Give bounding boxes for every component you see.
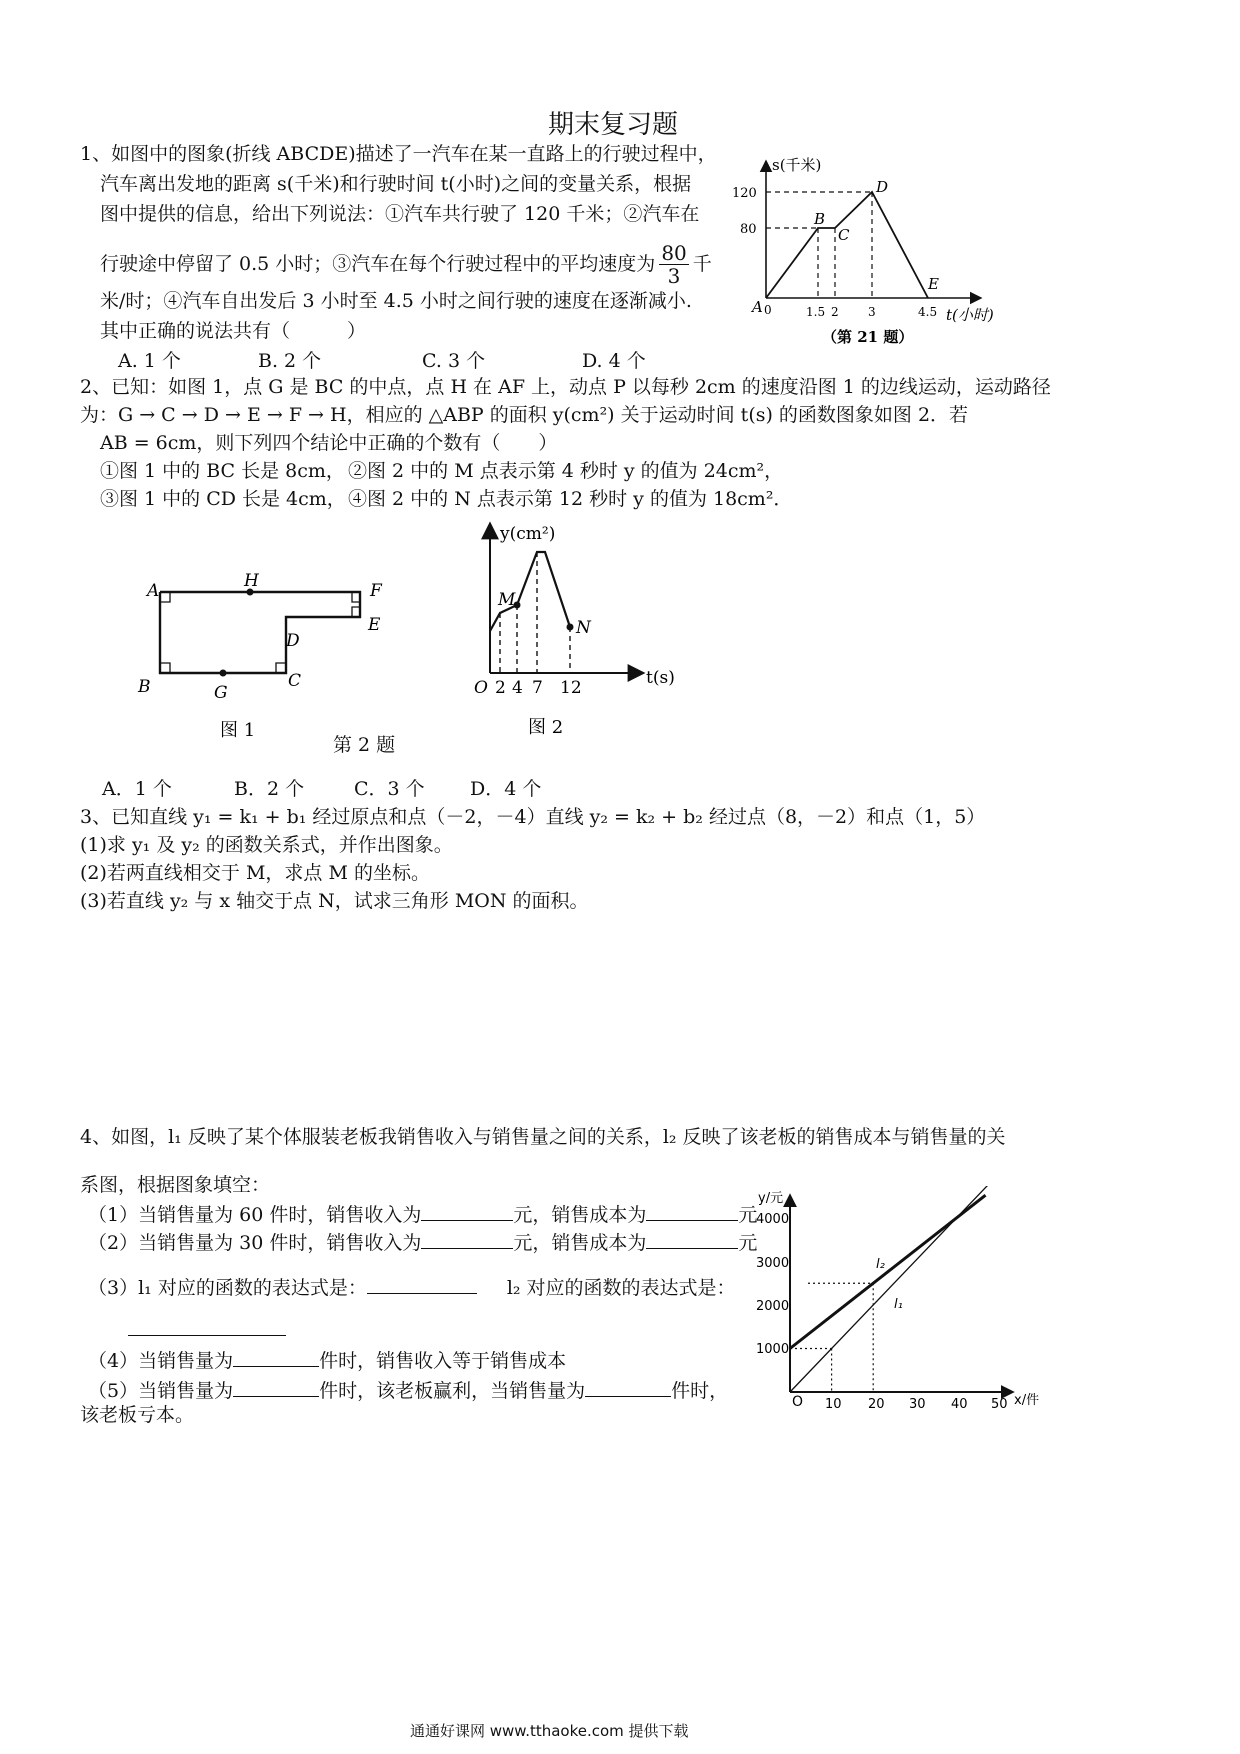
- q2-fig2-x-tick-12: 12: [560, 678, 582, 698]
- q4-part-1-text-b: 元，销售成本为: [513, 1204, 647, 1226]
- q4-part-3-blank-l2[interactable]: [128, 1317, 286, 1336]
- q1-fraction-numerator: 80: [661, 241, 687, 265]
- q4-line-1: 4、如图，l₁ 反映了某个体服装老板我销售收入与销售量之间的关系，l₂ 反映了该老板的销售成本与销售量的关: [80, 1126, 1006, 1148]
- q4-part-2-blank-cost[interactable]: [646, 1230, 738, 1249]
- q2-fig2-x-tick-4: 4: [512, 678, 523, 698]
- q1-point-b: B: [814, 210, 826, 228]
- q2-figure-2: [470, 515, 720, 740]
- q2-fig1-right-angle-e: [352, 607, 360, 617]
- q2-fig2-caption: 图 2: [528, 717, 564, 738]
- q1-point-e: E: [928, 275, 939, 293]
- q4-part-1-blank-revenue[interactable]: [421, 1202, 513, 1221]
- q1-line-3: 图中提供的信息，给出下列说法：①汽车共行驶了 120 千米；②汽车在: [100, 203, 700, 225]
- q2-fig2-origin: O: [474, 678, 488, 698]
- q4-y-tick-2000: 2000: [756, 1299, 790, 1314]
- q4-part-3-blank-l1[interactable]: [367, 1275, 477, 1294]
- q4-part-4-blank[interactable]: [233, 1348, 319, 1367]
- q1-x-tick-4-5: 4.5: [918, 305, 938, 319]
- q2-fig1-label-f: F: [370, 581, 382, 601]
- q1-line-5: 米/时；④汽车自出发后 3 小时至 4.5 小时之间行驶的速度在逐渐减小.: [100, 290, 692, 312]
- q1-option-a: A. 1 个: [118, 350, 181, 372]
- q2-fig1-point-g: [220, 670, 227, 677]
- q4-origin: O: [792, 1394, 804, 1410]
- q2-caption: 第 2 题: [333, 734, 396, 756]
- q1-x-tick-1-5: 1.5: [806, 305, 826, 319]
- q2-fig1-label-b: B: [138, 677, 151, 697]
- q1-figure-caption: （第 21 题）: [822, 328, 914, 346]
- q2-fig1-label-a: A: [147, 581, 160, 601]
- q4-sales-chart: [748, 1186, 1048, 1422]
- q1-x-axis-label: t(小时): [946, 306, 994, 324]
- q1-fraction-denominator: 3: [667, 264, 681, 288]
- q1-option-b: B. 2 个: [258, 350, 322, 372]
- q1-line-6: 其中正确的说法共有（ ）: [100, 320, 367, 342]
- q2-fig2-point-n: [567, 624, 574, 631]
- q4-part-2-text-c: 元: [738, 1232, 758, 1254]
- q4-part-5-text-b: 件时，该老板赢利，当销售量为: [319, 1380, 586, 1402]
- q1-point-c: C: [838, 226, 850, 244]
- q1-line-4-tail: 千: [692, 253, 712, 275]
- q3-line-1: 3、已知直线 y₁ = k₁ + b₁ 经过原点和点（－2，－4）直线 y₂ = k₂ + b₂ 经过点（8，－2）和点（1，5）: [80, 806, 986, 828]
- q3-part-2: (2)若两直线相交于 M，求点 M 的坐标。: [80, 862, 430, 884]
- q4-y-tick-3000: 3000: [756, 1256, 790, 1271]
- q2-line-1: 2、已知：如图 1，点 G 是 BC 的中点，点 H 在 AF 上，动点 P 以每秒 2cm 的速度沿图 1 的边线运动，运动路径: [80, 376, 1051, 398]
- q4-x-tick-20: 20: [868, 1397, 885, 1412]
- q2-fig1-label-d: D: [286, 631, 300, 651]
- q4-line-label-l2: l₂: [876, 1257, 885, 1272]
- q1-fraction: [659, 242, 688, 287]
- q4-line-label-l1: l₁: [894, 1297, 903, 1312]
- q4-series-l2: [790, 1195, 986, 1348]
- q1-option-c: C. 3 个: [422, 350, 486, 372]
- q4-part-1-blank-cost[interactable]: [646, 1202, 738, 1221]
- q2-option-a: A．1 个: [102, 778, 172, 800]
- q1-x-tick-0: 0: [764, 303, 772, 317]
- q1-option-d: D. 4 个: [582, 350, 646, 372]
- q2-option-b: B．2 个: [234, 778, 305, 800]
- q1-y-tick-80: 80: [740, 222, 757, 237]
- q2-fig2-y-label: y(cm²): [500, 524, 556, 544]
- q4-part-5-line-2: 该老板亏本。: [80, 1404, 195, 1426]
- q2-fig1-label-g: G: [214, 683, 228, 703]
- q3-part-3: (3)若直线 y₂ 与 x 轴交于点 N，试求三角形 MON 的面积。: [80, 890, 589, 912]
- q4-part-2: [88, 1230, 757, 1253]
- q4-x-tick-10: 10: [825, 1397, 842, 1412]
- q1-line-2: 汽车离出发地的距离 s(千米)和行驶时间 t(小时)之间的变量关系，根据: [100, 173, 692, 195]
- q2-fig2-x-tick-2: 2: [495, 678, 506, 698]
- page-title: 期末复习题: [548, 110, 679, 140]
- q1-x-tick-3: 3: [868, 305, 876, 319]
- q4-part-5-blank-loss[interactable]: [585, 1378, 671, 1397]
- q4-x-tick-30: 30: [909, 1397, 926, 1412]
- q1-distance-time-graph: [728, 150, 1028, 350]
- q4-x-tick-40: 40: [951, 1397, 968, 1412]
- q4-x-axis-label: x/件: [1014, 1393, 1040, 1408]
- q1-point-d: D: [876, 178, 889, 196]
- q2-fig1-outline: [160, 592, 360, 673]
- q4-ticks: [756, 1212, 1008, 1412]
- q1-x-tick-2: 2: [831, 305, 839, 319]
- q2-statement-1: ①图 1 中的 BC 长是 8cm，: [100, 460, 345, 482]
- page-footer: 通通好课网 www.tthaoke.com 提供下载: [410, 1722, 689, 1740]
- q4-y-axis-label: y/元: [758, 1191, 784, 1206]
- q4-y-tick-4000: 4000: [756, 1212, 790, 1227]
- q2-fig1-caption: 图 1: [220, 720, 256, 741]
- q2-fig2-x-tick-7: 7: [532, 678, 543, 698]
- q1-y-tick-120: 120: [732, 186, 757, 201]
- q4-part-3: [88, 1275, 736, 1298]
- q4-part-1: [88, 1202, 757, 1225]
- q2-fig2-label-m: M: [498, 590, 516, 610]
- q1-polyline-abcde: [766, 192, 928, 298]
- q1-point-a: A: [752, 298, 763, 316]
- q1-line-4: [100, 242, 712, 287]
- q2-fig1-right-angle-c: [276, 663, 286, 673]
- q4-part-5-blank-profit[interactable]: [233, 1378, 319, 1397]
- q4-line-2: 系图，根据图象填空：: [80, 1174, 271, 1196]
- q3-part-1: (1)求 y₁ 及 y₂ 的函数关系式，并作出图象。: [80, 834, 453, 856]
- q4-part-5-text-c: 件时，: [671, 1380, 729, 1402]
- q4-part-2-text-b: 元，销售成本为: [513, 1232, 647, 1254]
- q4-x-tick-50: 50: [991, 1397, 1008, 1412]
- q2-statement-4: ④图 2 中的 N 点表示第 12 秒时 y 的值为 18cm²．: [348, 488, 793, 510]
- q4-part-1-text-a: （1）当销售量为 60 件时，销售收入为: [88, 1204, 422, 1226]
- q1-y-axis-label: s(千米): [772, 156, 822, 174]
- q4-part-2-blank-revenue[interactable]: [421, 1230, 513, 1249]
- q4-part-2-text-a: （2）当销售量为 30 件时，销售收入为: [88, 1232, 422, 1254]
- q2-fig2-label-n: N: [576, 618, 591, 638]
- q2-fig1-label-c: C: [288, 671, 302, 691]
- q4-part-3-text-a: （3）l₁ 对应的函数的表达式是：: [88, 1277, 367, 1299]
- q2-fig1-right-angle-b: [160, 663, 170, 673]
- q2-fig1-label-h: H: [244, 571, 259, 591]
- q1-line-1: 1、如图中的图象(折线 ABCDE)描述了一汽车在某一直路上的行驶过程中，: [80, 143, 717, 165]
- q2-fig1-right-angle-a: [160, 592, 170, 602]
- q2-figure-1: [130, 560, 410, 760]
- q2-fig1-right-angle-f: [352, 592, 360, 602]
- q4-part-4: [88, 1348, 566, 1371]
- q2-option-c: C．3 个: [354, 778, 425, 800]
- q2-option-d: D．4 个: [470, 778, 542, 800]
- q4-part-1-text-c: 元: [738, 1204, 758, 1226]
- q2-line-3: AB = 6cm，则下列四个结论中正确的个数有（ ）: [100, 432, 558, 454]
- q4-part-4-text-b: 件时，销售收入等于销售成本: [319, 1350, 567, 1372]
- q4-part-3-text-b: l₂ 对应的函数的表达式是：: [506, 1277, 736, 1299]
- q4-part-5-text-a: （5）当销售量为: [88, 1380, 234, 1402]
- q4-y-tick-1000: 1000: [756, 1342, 790, 1357]
- q4-plot-area: [790, 1186, 990, 1392]
- q4-part-5: [88, 1378, 728, 1401]
- q1-line-4-text: 行驶途中停留了 0.5 小时；③汽车在每个行驶过程中的平均速度为: [100, 253, 656, 275]
- q2-statement-3: ③图 1 中的 CD 长是 4cm，: [100, 488, 346, 510]
- q2-statement-2: ②图 2 中的 M 点表示第 4 秒时 y 的值为 24cm²，: [348, 460, 784, 482]
- q2-fig1-label-e: E: [368, 615, 381, 635]
- q2-fig2-x-label: t(s): [646, 668, 675, 688]
- q4-part-4-text-a: （4）当销售量为: [88, 1350, 234, 1372]
- q2-line-2: 为：G → C → D → E → F → H，相应的 △ABP 的面积 y(cm²) 关于运动时间 t(s) 的函数图象如图 2．若: [80, 404, 969, 426]
